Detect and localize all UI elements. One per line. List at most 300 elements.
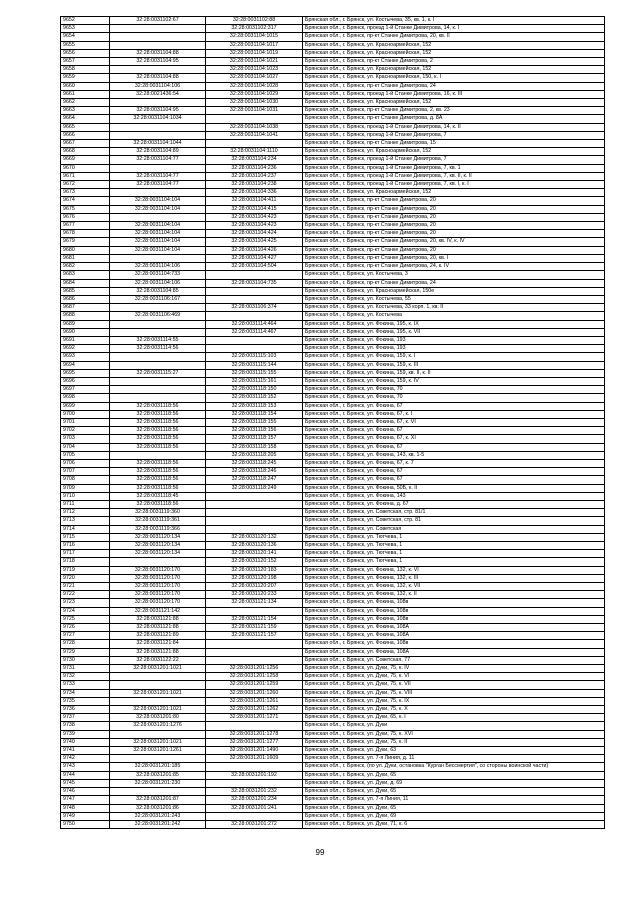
address-cell: Брянская обл., г. Брянск, ул. Фокина, 159, кв. II, к. II bbox=[303, 369, 605, 377]
new-cadastral-cell bbox=[206, 287, 303, 295]
table-row bbox=[61, 788, 605, 796]
row-number-cell: 9715 bbox=[61, 533, 110, 541]
table-row bbox=[61, 476, 605, 484]
new-cadastral-cell: 32:28:0031120:183 bbox=[206, 566, 303, 574]
row-number-cell: 9712 bbox=[61, 509, 110, 517]
row-number-cell: 9749 bbox=[61, 812, 110, 820]
old-cadastral-cell: 32:28:0031121:88 bbox=[110, 648, 206, 656]
address-cell: Брянская обл., г. Брянск, ул. Фокина, 132, к. III bbox=[303, 574, 605, 582]
row-number-cell: 9728 bbox=[61, 640, 110, 648]
new-cadastral-cell: 32:28:0031104:236 bbox=[206, 164, 303, 172]
old-cadastral-cell: 32:28:0031121:142 bbox=[110, 607, 206, 615]
address-cell: Брянская обл., г. Брянск, ул. 7-я Линия, д. 11 bbox=[303, 755, 605, 763]
table-row bbox=[61, 304, 605, 312]
new-cadastral-cell bbox=[206, 271, 303, 279]
new-cadastral-cell: 32:28:0031104:423 bbox=[206, 213, 303, 221]
old-cadastral-cell bbox=[110, 320, 206, 328]
table-row bbox=[61, 607, 605, 615]
table-row bbox=[61, 681, 605, 689]
new-cadastral-cell: 32:28:0031120:136 bbox=[206, 542, 303, 550]
table-row bbox=[61, 353, 605, 361]
old-cadastral-cell bbox=[110, 328, 206, 336]
old-cadastral-cell: 32:28:0031104:104 bbox=[110, 197, 206, 205]
address-cell: Брянская обл., г. Брянск, ул. Тютчева, 1 bbox=[303, 550, 605, 558]
new-cadastral-cell: 32:28:0031201:192 bbox=[206, 771, 303, 779]
old-cadastral-cell: 32:28:0031104:104 bbox=[110, 230, 206, 238]
table-row bbox=[61, 468, 605, 476]
new-cadastral-cell: 32:28:0031118:154 bbox=[206, 410, 303, 418]
table-row bbox=[61, 632, 605, 640]
row-number-cell: 9750 bbox=[61, 820, 110, 828]
new-cadastral-cell bbox=[206, 812, 303, 820]
new-cadastral-cell: 32:28:0031104:411 bbox=[206, 197, 303, 205]
old-cadastral-cell: 32:28:0031122:22 bbox=[110, 656, 206, 664]
address-cell: Брянская обл., г. Брянск, пр-кт Станке Димитрова, 20 bbox=[303, 197, 605, 205]
old-cadastral-cell bbox=[110, 164, 206, 172]
row-number-cell: 9737 bbox=[61, 714, 110, 722]
old-cadastral-cell: 32:28:0031120:134 bbox=[110, 533, 206, 541]
row-number-cell: 9674 bbox=[61, 197, 110, 205]
address-cell: Брянская обл., г. Брянск, ул. Дуки, 75, к. IX bbox=[303, 697, 605, 705]
old-cadastral-cell: 32:28:0031102:67 bbox=[110, 17, 206, 25]
new-cadastral-cell: 32:28:0031104:504 bbox=[206, 263, 303, 271]
old-cadastral-cell: 32:28:0031118:56 bbox=[110, 500, 206, 508]
address-cell: Брянская обл., г. Брянск, ул. Фокина, 132, к. VII bbox=[303, 583, 605, 591]
row-number-cell: 9667 bbox=[61, 140, 110, 148]
table-row bbox=[61, 779, 605, 787]
row-number-cell: 9665 bbox=[61, 123, 110, 131]
row-number-cell: 9689 bbox=[61, 320, 110, 328]
row-number-cell: 9717 bbox=[61, 550, 110, 558]
address-cell: Брянская обл., г. Брянск, ул. Дуки, 75, к. X bbox=[303, 706, 605, 714]
table-row bbox=[61, 550, 605, 558]
row-number-cell: 9743 bbox=[61, 763, 110, 771]
row-number-cell: 9672 bbox=[61, 181, 110, 189]
old-cadastral-cell: 32:28:0031120:134 bbox=[110, 550, 206, 558]
table-row bbox=[61, 336, 605, 344]
address-cell: Брянская обл., г. Брянск, проезд 1-й Станке Димитрова, 14, к. I bbox=[303, 25, 605, 33]
address-cell: Брянская обл., г. Брянск, проезд 1-й Станке Димитрова, 16, к. III bbox=[303, 90, 605, 98]
old-cadastral-cell: 32:28:0031201:1261 bbox=[110, 747, 206, 755]
new-cadastral-cell: 32:28:0031121:159 bbox=[206, 624, 303, 632]
old-cadastral-cell: 32:28:0031118:56 bbox=[110, 418, 206, 426]
table-body bbox=[61, 17, 605, 829]
table-row bbox=[61, 369, 605, 377]
old-cadastral-cell: 32:28:0031201:243 bbox=[110, 812, 206, 820]
address-cell: Брянская обл., г. Брянск, ул. Дуки, 75, к. IV bbox=[303, 665, 605, 673]
old-cadastral-cell bbox=[110, 394, 206, 402]
new-cadastral-cell: 32:28:0031104:735 bbox=[206, 279, 303, 287]
row-number-cell: 9682 bbox=[61, 263, 110, 271]
row-number-cell: 9655 bbox=[61, 41, 110, 49]
address-cell: Брянская обл., г. Брянск, пр-кт Станке Димитрова, 20, кв. IV, к. IV bbox=[303, 238, 605, 246]
row-number-cell: 9740 bbox=[61, 738, 110, 746]
address-cell: Брянская обл., г. Брянск, ул. Фокина, 108А bbox=[303, 624, 605, 632]
old-cadastral-cell: 32:28:0031104:106 bbox=[110, 263, 206, 271]
old-cadastral-cell: 32:28:0031104:733 bbox=[110, 271, 206, 279]
old-cadastral-cell: 32:28:0031120:170 bbox=[110, 583, 206, 591]
table-row bbox=[61, 394, 605, 402]
address-cell: Брянская обл., г. Брянск, ул. Советская, стр. 81 bbox=[303, 517, 605, 525]
row-number-cell: 9694 bbox=[61, 361, 110, 369]
table-row bbox=[61, 533, 605, 541]
old-cadastral-cell bbox=[110, 361, 206, 369]
table-row bbox=[61, 41, 605, 49]
table-row bbox=[61, 66, 605, 74]
new-cadastral-cell: 32:28:0031120:141 bbox=[206, 550, 303, 558]
table-row bbox=[61, 656, 605, 664]
new-cadastral-cell bbox=[206, 640, 303, 648]
table-row bbox=[61, 714, 605, 722]
new-cadastral-cell: 32:28:0031104:1030 bbox=[206, 99, 303, 107]
address-cell: Брянская обл., г. Брянск, ул. Фокина, 159, к. III bbox=[303, 361, 605, 369]
address-cell: Брянская обл., г. Брянск, ул. Дуки, 75, к. VIII bbox=[303, 689, 605, 697]
row-number-cell: 9726 bbox=[61, 624, 110, 632]
table-row bbox=[61, 140, 605, 148]
new-cadastral-cell: 32:28:0031121:154 bbox=[206, 615, 303, 623]
address-cell: Брянская обл., г. Брянск, ул. 7-я Линия, 11 bbox=[303, 796, 605, 804]
table-row bbox=[61, 484, 605, 492]
address-cell: Брянская обл., г. Брянск, ул. Красноармейская, 152 bbox=[303, 189, 605, 197]
new-cadastral-cell: 32:28:0031118:157 bbox=[206, 435, 303, 443]
new-cadastral-cell: 32:28:0031201:272 bbox=[206, 820, 303, 828]
row-number-cell: 9719 bbox=[61, 566, 110, 574]
old-cadastral-cell: 32:28:0031104:77 bbox=[110, 181, 206, 189]
new-cadastral-cell bbox=[206, 492, 303, 500]
table-row bbox=[61, 172, 605, 180]
table-row bbox=[61, 164, 605, 172]
new-cadastral-cell: 32:28:0031118:246 bbox=[206, 468, 303, 476]
new-cadastral-cell: 32:28:0031201:1609 bbox=[206, 755, 303, 763]
row-number-cell: 9706 bbox=[61, 459, 110, 467]
table-row bbox=[61, 599, 605, 607]
row-number-cell: 9670 bbox=[61, 164, 110, 172]
address-cell: Брянская обл., г. Брянск, ул. Фокина, 159, к. IV bbox=[303, 377, 605, 385]
old-cadastral-cell: 32:28:0031201:80 bbox=[110, 714, 206, 722]
new-cadastral-cell: 32:28:0031118:205 bbox=[206, 451, 303, 459]
old-cadastral-cell: 32:28:0031121:84 bbox=[110, 640, 206, 648]
old-cadastral-cell: 32:28:0031201:1021 bbox=[110, 665, 206, 673]
row-number-cell: 9673 bbox=[61, 189, 110, 197]
table-row bbox=[61, 312, 605, 320]
old-cadastral-cell: 32:28:0031104:1044 bbox=[110, 140, 206, 148]
address-cell: Брянская обл., г. Брянск, ул. Тютчева, 1 bbox=[303, 542, 605, 550]
table-row bbox=[61, 509, 605, 517]
address-cell: Брянская обл., г. Брянск, ул. Фокина, 70 bbox=[303, 386, 605, 394]
new-cadastral-cell: 32:28:0031104:336 bbox=[206, 189, 303, 197]
new-cadastral-cell: 32:28:0031201:1262 bbox=[206, 706, 303, 714]
row-number-cell: 9652 bbox=[61, 17, 110, 25]
address-cell: Брянская обл., г. Брянск, ул. Фокина, 132, к. VI bbox=[303, 566, 605, 574]
row-number-cell: 9677 bbox=[61, 222, 110, 230]
old-cadastral-cell: 32:28:0031104:104 bbox=[110, 246, 206, 254]
old-cadastral-cell: 32:28:0031118:56 bbox=[110, 443, 206, 451]
table-row bbox=[61, 722, 605, 730]
table-row bbox=[61, 189, 605, 197]
row-number-cell: 9738 bbox=[61, 722, 110, 730]
old-cadastral-cell bbox=[110, 730, 206, 738]
new-cadastral-cell: 32:28:0031201:1260 bbox=[206, 689, 303, 697]
old-cadastral-cell: 32:28:0031118:45 bbox=[110, 492, 206, 500]
row-number-cell: 9746 bbox=[61, 788, 110, 796]
table-row bbox=[61, 443, 605, 451]
table-row bbox=[61, 820, 605, 828]
old-cadastral-cell bbox=[110, 66, 206, 74]
address-cell: Брянская обл., г. Брянск, пр-кт Станке Димитрова, 20, кв. I bbox=[303, 254, 605, 262]
new-cadastral-cell bbox=[206, 336, 303, 344]
old-cadastral-cell bbox=[110, 131, 206, 139]
old-cadastral-cell: 32:28:0031201:1021 bbox=[110, 706, 206, 714]
row-number-cell: 9709 bbox=[61, 484, 110, 492]
table-row bbox=[61, 738, 605, 746]
table-row bbox=[61, 377, 605, 385]
old-cadastral-cell: 32:28:0031121:88 bbox=[110, 615, 206, 623]
new-cadastral-cell: 32:28:0031104:234 bbox=[206, 156, 303, 164]
table-row bbox=[61, 49, 605, 57]
row-number-cell: 9732 bbox=[61, 673, 110, 681]
new-cadastral-cell: 32:28:0031201:1490 bbox=[206, 747, 303, 755]
row-number-cell: 9702 bbox=[61, 427, 110, 435]
row-number-cell: 9745 bbox=[61, 779, 110, 787]
address-cell: Брянская обл., г. Брянск, ул. Костычева, 33 корп. 1, кв. II bbox=[303, 304, 605, 312]
address-cell: Брянская обл., г. Брянск, ул. Фокина, 108А bbox=[303, 648, 605, 656]
old-cadastral-cell: 32:28:0031201:85 bbox=[110, 771, 206, 779]
old-cadastral-cell: 32:28:0031121:88 bbox=[110, 624, 206, 632]
new-cadastral-cell bbox=[206, 312, 303, 320]
old-cadastral-cell: 32:28:0031120:134 bbox=[110, 542, 206, 550]
table-row bbox=[61, 574, 605, 582]
old-cadastral-cell bbox=[110, 673, 206, 681]
row-number-cell: 9736 bbox=[61, 706, 110, 714]
address-cell: Брянская обл., г. Брянск, (по ул. Дуки, остановка "Курган Бессмертия", со стороны воинской части) bbox=[303, 763, 605, 771]
address-cell: Брянская обл., г. Брянск, ул. Фокина, 67 bbox=[303, 402, 605, 410]
table-row bbox=[61, 17, 605, 25]
table-row bbox=[61, 246, 605, 254]
table-row bbox=[61, 213, 605, 221]
new-cadastral-cell: 32:28:0031104:1021 bbox=[206, 58, 303, 66]
old-cadastral-cell: 32:28:0031118:56 bbox=[110, 427, 206, 435]
table-row bbox=[61, 74, 605, 82]
old-cadastral-cell bbox=[110, 697, 206, 705]
row-number-cell: 9660 bbox=[61, 82, 110, 90]
old-cadastral-cell: 32:28:0031201:1021 bbox=[110, 738, 206, 746]
table-row bbox=[61, 254, 605, 262]
old-cadastral-cell: 32:28:0031118:56 bbox=[110, 476, 206, 484]
address-cell: Брянская обл., г. Брянск, пр-кт Станке Димитрова, 20 bbox=[303, 205, 605, 213]
row-number-cell: 9656 bbox=[61, 49, 110, 57]
address-cell: Брянская обл., г. Брянск, ул. Советская, стр. 81/1 bbox=[303, 509, 605, 517]
new-cadastral-cell: 32:28:0031104:1028 bbox=[206, 82, 303, 90]
new-cadastral-cell: 32:28:0031104:238 bbox=[206, 181, 303, 189]
row-number-cell: 9678 bbox=[61, 230, 110, 238]
address-cell: Брянская обл., г. Брянск, ул. Фокина, 50Б, к. II bbox=[303, 484, 605, 492]
row-number-cell: 9704 bbox=[61, 443, 110, 451]
old-cadastral-cell: 32:28:0031104:104 bbox=[110, 238, 206, 246]
table-row bbox=[61, 271, 605, 279]
table-row bbox=[61, 697, 605, 705]
new-cadastral-cell bbox=[206, 140, 303, 148]
new-cadastral-cell: 32:28:0031104:1029 bbox=[206, 90, 303, 98]
old-cadastral-cell: 32:28:0031104:88 bbox=[110, 74, 206, 82]
row-number-cell: 9703 bbox=[61, 435, 110, 443]
row-number-cell: 9720 bbox=[61, 574, 110, 582]
table-row bbox=[61, 263, 605, 271]
old-cadastral-cell bbox=[110, 254, 206, 262]
new-cadastral-cell: 32:28:0031104:237 bbox=[206, 172, 303, 180]
new-cadastral-cell: 32:28:0031201:241 bbox=[206, 804, 303, 812]
new-cadastral-cell: 32:28:0031118:245 bbox=[206, 459, 303, 467]
table-row bbox=[61, 402, 605, 410]
address-cell: Брянская обл., г. Брянск, ул. Фокина, 67 bbox=[303, 427, 605, 435]
new-cadastral-cell: 32:28:0031115:144 bbox=[206, 361, 303, 369]
row-number-cell: 9695 bbox=[61, 369, 110, 377]
row-number-cell: 9744 bbox=[61, 771, 110, 779]
address-cell: Брянская обл., г. Брянск, проезд 1-й Станке Димитрова, 7 bbox=[303, 131, 605, 139]
table-row bbox=[61, 771, 605, 779]
address-cell: Брянская обл., г. Брянск, ул. Дуки, д. 69 bbox=[303, 779, 605, 787]
old-cadastral-cell: 32:28:0031104:1034 bbox=[110, 115, 206, 123]
new-cadastral-cell: 32:28:0031201:1271 bbox=[206, 714, 303, 722]
address-cell: Брянская обл., г. Брянск, проезд 1-й Станке Димитрова, 7, кв. II, к. II bbox=[303, 172, 605, 180]
address-cell: Брянская обл., г. Брянск, ул. Красноармейская, 152 bbox=[303, 66, 605, 74]
old-cadastral-cell: 32:28:0031106:167 bbox=[110, 295, 206, 303]
row-number-cell: 9714 bbox=[61, 525, 110, 533]
old-cadastral-cell bbox=[110, 304, 206, 312]
old-cadastral-cell: 32:28:0031118:56 bbox=[110, 459, 206, 467]
table-row bbox=[61, 435, 605, 443]
table-row bbox=[61, 295, 605, 303]
table-row bbox=[61, 591, 605, 599]
new-cadastral-cell: 32:28:0031102:88 bbox=[206, 17, 303, 25]
address-cell: Брянская обл., г. Брянск, пр-кт Станке Димитрова, 2 bbox=[303, 58, 605, 66]
row-number-cell: 9686 bbox=[61, 295, 110, 303]
new-cadastral-cell bbox=[206, 509, 303, 517]
new-cadastral-cell: 32:28:0031115:103 bbox=[206, 353, 303, 361]
row-number-cell: 9699 bbox=[61, 402, 110, 410]
row-number-cell: 9687 bbox=[61, 304, 110, 312]
row-number-cell: 9734 bbox=[61, 689, 110, 697]
old-cadastral-cell: 32:28:0031118:56 bbox=[110, 410, 206, 418]
address-cell: Брянская обл., г. Брянск, проезд 1-й Станке Димитрова, 14, к. II bbox=[303, 123, 605, 131]
address-cell: Брянская обл., г. Брянск, пр-кт Станке Димитрова, 24 bbox=[303, 279, 605, 287]
table-row bbox=[61, 115, 605, 123]
table-row bbox=[61, 123, 605, 131]
row-number-cell: 9722 bbox=[61, 591, 110, 599]
table-row bbox=[61, 648, 605, 656]
row-number-cell: 9662 bbox=[61, 99, 110, 107]
address-cell: Брянская обл., г. Брянск, ул. Дуки, 75, к. VII bbox=[303, 681, 605, 689]
new-cadastral-cell: 32:28:0031201:234 bbox=[206, 796, 303, 804]
table-row bbox=[61, 763, 605, 771]
table-row bbox=[61, 222, 605, 230]
row-number-cell: 9721 bbox=[61, 583, 110, 591]
address-cell: Брянская обл., г. Брянск, ул. Фокина, 108в bbox=[303, 640, 605, 648]
old-cadastral-cell: 32:28:0031201:87 bbox=[110, 796, 206, 804]
address-cell: Брянская обл., г. Брянск, ул. Фокина, 193 bbox=[303, 336, 605, 344]
row-number-cell: 9653 bbox=[61, 25, 110, 33]
row-number-cell: 9701 bbox=[61, 418, 110, 426]
row-number-cell: 9727 bbox=[61, 632, 110, 640]
row-number-cell: 9700 bbox=[61, 410, 110, 418]
new-cadastral-cell: 32:28:0031104:1017 bbox=[206, 41, 303, 49]
old-cadastral-cell: 32:28:0031119:366 bbox=[110, 525, 206, 533]
new-cadastral-cell: 32:28:0031201:1278 bbox=[206, 730, 303, 738]
row-number-cell: 9685 bbox=[61, 287, 110, 295]
table-row bbox=[61, 517, 605, 525]
address-cell: Брянская обл., г. Брянск, ул. Фокина, 143, кв. 1-5 bbox=[303, 451, 605, 459]
new-cadastral-cell: 32:28:0031104:1027 bbox=[206, 74, 303, 82]
table-row bbox=[61, 730, 605, 738]
table-row bbox=[61, 197, 605, 205]
new-cadastral-cell: 32:28:0031104:425 bbox=[206, 238, 303, 246]
old-cadastral-cell: 32:28:0031104:106 bbox=[110, 279, 206, 287]
table-row bbox=[61, 148, 605, 156]
table-row bbox=[61, 345, 605, 353]
old-cadastral-cell bbox=[110, 451, 206, 459]
row-number-cell: 9675 bbox=[61, 205, 110, 213]
row-number-cell: 9725 bbox=[61, 615, 110, 623]
old-cadastral-cell bbox=[110, 189, 206, 197]
address-cell: Брянская обл., г. Брянск, ул. Красноармейская, 152 bbox=[303, 41, 605, 49]
old-cadastral-cell bbox=[110, 386, 206, 394]
row-number-cell: 9707 bbox=[61, 468, 110, 476]
address-cell: Брянская обл., г. Брянск, ул. Дуки, 63 bbox=[303, 747, 605, 755]
table-row bbox=[61, 500, 605, 508]
address-cell: Брянская обл., г. Брянск, ул. Костычева, 55 bbox=[303, 295, 605, 303]
old-cadastral-cell: 32:28:0031104:89 bbox=[110, 148, 206, 156]
new-cadastral-cell bbox=[206, 500, 303, 508]
table-row bbox=[61, 583, 605, 591]
old-cadastral-cell bbox=[110, 755, 206, 763]
old-cadastral-cell: 32:28:0031104:77 bbox=[110, 172, 206, 180]
table-row bbox=[61, 156, 605, 164]
table-row bbox=[61, 747, 605, 755]
row-number-cell: 9657 bbox=[61, 58, 110, 66]
row-number-cell: 9683 bbox=[61, 271, 110, 279]
address-cell: Брянская обл., г. Брянск, ул. Фокина, 67 bbox=[303, 476, 605, 484]
address-cell: Брянская обл., г. Брянск, ул. Фокина, 108А bbox=[303, 632, 605, 640]
row-number-cell: 9654 bbox=[61, 33, 110, 41]
address-cell: Брянская обл., г. Брянск, ул. Красноармейская, 150е bbox=[303, 287, 605, 295]
old-cadastral-cell: 32:28:0031104:104 bbox=[110, 205, 206, 213]
table-row bbox=[61, 131, 605, 139]
address-cell: Брянская обл., г. Брянск, ул. Фокина, 67 bbox=[303, 443, 605, 451]
table-row bbox=[61, 542, 605, 550]
table-row bbox=[61, 459, 605, 467]
table-row bbox=[61, 525, 605, 533]
address-cell: Брянская обл., г. Брянск, ул. Дуки, 65 bbox=[303, 788, 605, 796]
old-cadastral-cell bbox=[110, 558, 206, 566]
new-cadastral-cell: 32:28:0031104:427 bbox=[206, 254, 303, 262]
table-row bbox=[61, 410, 605, 418]
address-cell: Брянская обл., г. Брянск, ул. Фокина, 143 bbox=[303, 492, 605, 500]
address-cell: Брянская обл., г. Брянск, ул. Фокина, 108в bbox=[303, 615, 605, 623]
table-row bbox=[61, 706, 605, 714]
address-cell: Брянская обл., г. Брянск, ул. Дуки, 65 bbox=[303, 771, 605, 779]
new-cadastral-cell: 32:28:0031118:156 bbox=[206, 427, 303, 435]
new-cadastral-cell: 32:28:0031104:1019 bbox=[206, 49, 303, 57]
address-cell: Брянская обл., г. Брянск, ул. Фокина, 108в bbox=[303, 607, 605, 615]
new-cadastral-cell bbox=[206, 517, 303, 525]
table-row bbox=[61, 33, 605, 41]
row-number-cell: 9730 bbox=[61, 656, 110, 664]
table-row bbox=[61, 558, 605, 566]
old-cadastral-cell: 32:28:0031106:469 bbox=[110, 312, 206, 320]
row-number-cell: 9669 bbox=[61, 156, 110, 164]
row-number-cell: 9679 bbox=[61, 238, 110, 246]
old-cadastral-cell: 32:28:0031118:56 bbox=[110, 435, 206, 443]
row-number-cell: 9659 bbox=[61, 74, 110, 82]
